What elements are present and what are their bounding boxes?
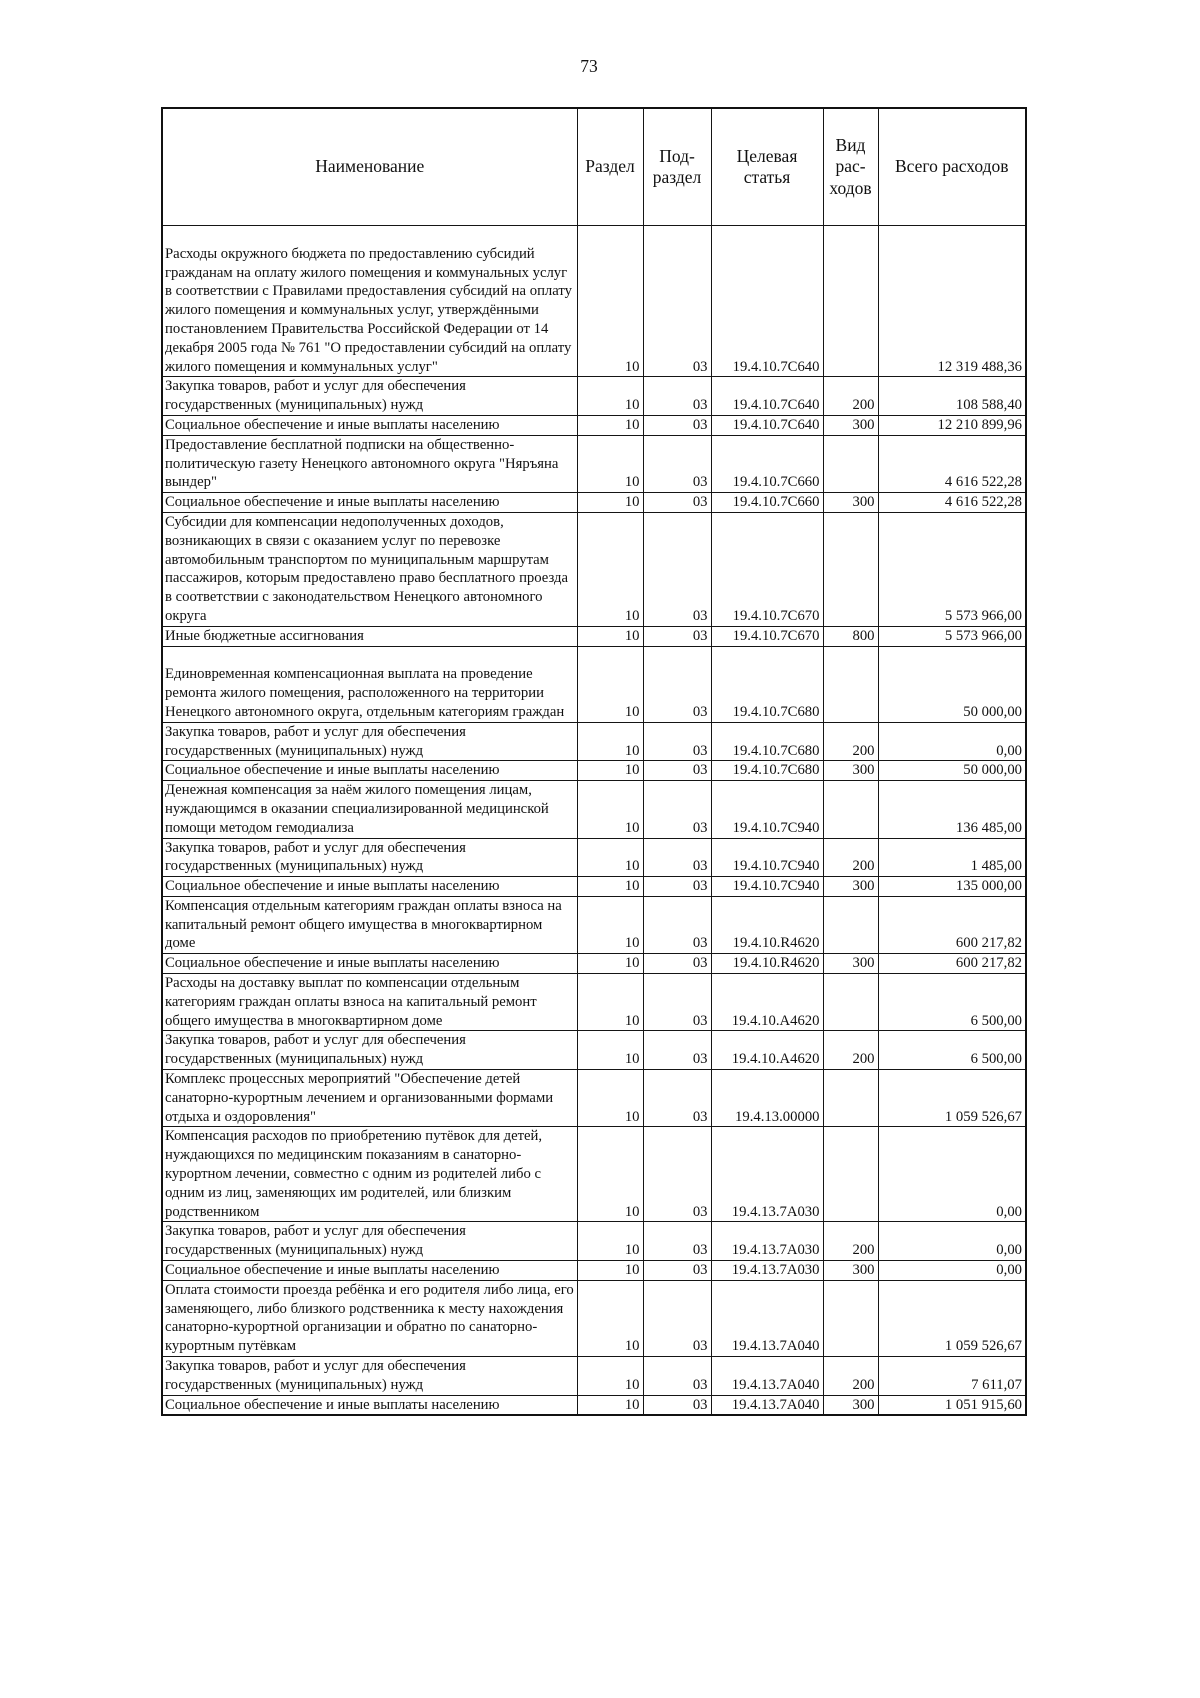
section-cell: 10	[577, 974, 643, 1031]
table-row	[162, 435, 1026, 492]
target-article-cell: 19.4.10.7С940	[711, 781, 823, 838]
table-row	[162, 1395, 1026, 1415]
target-article-cell: 19.4.10.7С670	[711, 626, 823, 646]
name-line: санаторно-курортным лечением и организованными формами	[165, 1089, 554, 1106]
target-article-cell: 19.4.10.7С640	[711, 415, 823, 435]
name-cell	[162, 761, 577, 781]
name-cell	[162, 1261, 577, 1281]
section-cell: 10	[577, 377, 643, 416]
section-cell: 10	[577, 512, 643, 626]
section-cell: 10	[577, 781, 643, 838]
name-line: Оплата стоимости проезда ребёнка и его родителя либо лица, его	[165, 1281, 574, 1298]
total-cell: 6 500,00	[878, 1031, 1026, 1070]
subsection-cell: 03	[643, 1261, 711, 1281]
table-row	[162, 1031, 1026, 1070]
header-row	[162, 108, 1026, 226]
name-line: пассажиров, которым предоставлено право бесплатного проезда	[165, 570, 569, 587]
expense-type-cell: 300	[823, 954, 878, 974]
total-cell: 7 611,07	[878, 1357, 1026, 1396]
header-line: Всего расходов	[894, 156, 1009, 177]
expense-type-cell: 200	[823, 838, 878, 877]
expense-type-cell	[823, 1127, 878, 1222]
table-row	[162, 646, 1026, 722]
name-line: курортным путёвкам	[165, 1338, 297, 1355]
total-cell: 5 573 966,00	[878, 512, 1026, 626]
target-article-cell: 19.4.13.7А040	[711, 1395, 823, 1415]
table-row	[162, 954, 1026, 974]
name-line: курортном лечении, совместно с одним из родителей либо с	[165, 1166, 541, 1183]
name-cell	[162, 415, 577, 435]
expense-type-cell: 300	[823, 493, 878, 513]
name-cell	[162, 1070, 577, 1127]
section-cell: 10	[577, 1261, 643, 1281]
expense-type-cell	[823, 646, 878, 722]
target-article-cell: 19.4.10.7С940	[711, 877, 823, 897]
target-article-cell: 19.4.10.7С680	[711, 722, 823, 761]
name-line: в соответствии с Правилами предоставления субсидий на оплату	[165, 283, 572, 300]
target-article-cell: 19.4.10.7С680	[711, 761, 823, 781]
expense-type-cell	[823, 1280, 878, 1356]
name-line: Расходы окружного бюджета по предоставлению субсидий	[165, 245, 535, 262]
header-total	[878, 108, 1026, 226]
name-line: политическую газету Ненецкого автономного округа "Няръяна	[165, 455, 559, 472]
subsection-cell: 03	[643, 781, 711, 838]
name-line: Закупка товаров, работ и услуг для обеспечения	[165, 839, 466, 856]
total-cell: 12 210 899,96	[878, 415, 1026, 435]
name-cell	[162, 1357, 577, 1396]
section-cell: 10	[577, 1395, 643, 1415]
header-line: Под-	[659, 145, 695, 166]
section-cell: 10	[577, 838, 643, 877]
expense-type-cell: 200	[823, 377, 878, 416]
table-row	[162, 761, 1026, 781]
subsection-cell: 03	[643, 1357, 711, 1396]
name-line: нуждающимся в оказании специализированной медицинской	[165, 800, 549, 817]
header-expense-type	[823, 108, 878, 226]
table-row	[162, 838, 1026, 877]
total-cell: 1 059 526,67	[878, 1070, 1026, 1127]
expense-type-cell	[823, 512, 878, 626]
target-article-cell: 19.4.13.7А040	[711, 1280, 823, 1356]
expense-type-cell: 800	[823, 626, 878, 646]
name-line: государственных (муниципальных) нужд	[165, 742, 424, 759]
name-line: вындер"	[165, 474, 217, 491]
total-cell: 1 485,00	[878, 838, 1026, 877]
total-cell: 0,00	[878, 1127, 1026, 1222]
subsection-cell: 03	[643, 1280, 711, 1356]
target-article-cell: 19.4.13.00000	[711, 1070, 823, 1127]
header-line: Целевая	[736, 145, 798, 166]
subsection-cell: 03	[643, 838, 711, 877]
name-cell	[162, 896, 577, 953]
target-article-cell: 19.4.10.7С670	[711, 512, 823, 626]
target-article-cell: 19.4.10.7С680	[711, 646, 823, 722]
name-line: заменяющего, либо близкого родственника к месту нахождения	[165, 1300, 564, 1317]
name-cell	[162, 435, 577, 492]
subsection-cell: 03	[643, 1127, 711, 1222]
subsection-cell: 03	[643, 435, 711, 492]
target-article-cell: 19.4.13.7А030	[711, 1222, 823, 1261]
name-line: категориям граждан оплаты взноса на капитальный ремонт	[165, 993, 537, 1010]
name-line: Денежная компенсация за наём жилого помещения лицам,	[165, 782, 532, 799]
name-cell	[162, 626, 577, 646]
total-cell: 0,00	[878, 722, 1026, 761]
name-cell	[162, 954, 577, 974]
subsection-cell: 03	[643, 896, 711, 953]
target-article-cell: 19.4.10.R4620	[711, 896, 823, 953]
expense-type-cell: 300	[823, 1395, 878, 1415]
target-article-cell: 19.4.13.7А030	[711, 1127, 823, 1222]
table-row	[162, 1070, 1026, 1127]
name-line: государственных (муниципальных) нужд	[165, 858, 424, 875]
section-cell: 10	[577, 1280, 643, 1356]
total-cell: 1 051 915,60	[878, 1395, 1026, 1415]
subsection-cell: 03	[643, 377, 711, 416]
table-row	[162, 896, 1026, 953]
name-line: Социальное обеспечение и иные выплаты населению	[165, 955, 500, 972]
subsection-cell: 03	[643, 1070, 711, 1127]
name-cell	[162, 722, 577, 761]
expense-type-cell	[823, 226, 878, 377]
section-cell: 10	[577, 761, 643, 781]
target-article-cell: 19.4.13.7А030	[711, 1261, 823, 1281]
expense-type-cell: 300	[823, 761, 878, 781]
header-target-article	[711, 108, 823, 226]
subsection-cell: 03	[643, 1395, 711, 1415]
section-cell: 10	[577, 896, 643, 953]
expense-type-cell	[823, 896, 878, 953]
subsection-cell: 03	[643, 415, 711, 435]
total-cell: 50 000,00	[878, 761, 1026, 781]
name-line: государственных (муниципальных) нужд	[165, 397, 424, 414]
total-cell: 1 059 526,67	[878, 1280, 1026, 1356]
table-row	[162, 626, 1026, 646]
name-line: в соответствии с законодательством Ненецкого автономного	[165, 589, 543, 606]
name-line: общего имущества в многоквартирном доме	[165, 1012, 443, 1029]
subsection-cell: 03	[643, 646, 711, 722]
table-row	[162, 722, 1026, 761]
section-cell: 10	[577, 626, 643, 646]
section-cell: 10	[577, 415, 643, 435]
header-line: Вид	[835, 134, 866, 155]
name-line: Социальное обеспечение и иные выплаты населению	[165, 1262, 500, 1279]
name-line: Закупка товаров, работ и услуг для обеспечения	[165, 1032, 466, 1049]
name-line: Социальное обеспечение и иные выплаты населению	[165, 494, 500, 511]
name-cell	[162, 1280, 577, 1356]
name-line: постановлением Правительства Российской Федерации от 14	[165, 320, 549, 337]
total-cell: 50 000,00	[878, 646, 1026, 722]
name-line: Закупка товаров, работ и услуг для обеспечения	[165, 378, 466, 395]
table-row	[162, 377, 1026, 416]
name-line: возникающих в связи с оказанием услуг по перевозке	[165, 532, 501, 549]
section-cell: 10	[577, 1031, 643, 1070]
subsection-cell: 03	[643, 954, 711, 974]
subsection-cell: 03	[643, 974, 711, 1031]
section-cell: 10	[577, 435, 643, 492]
name-line: Единовременная компенсационная выплата на проведение	[165, 666, 533, 683]
target-article-cell: 19.4.10.7С660	[711, 435, 823, 492]
name-line: Социальное обеспечение и иные выплаты населению	[165, 878, 500, 895]
name-line: Комплекс процессных мероприятий "Обеспечение детей	[165, 1071, 521, 1088]
table-row	[162, 493, 1026, 513]
header-section	[577, 108, 643, 226]
expense-type-cell: 300	[823, 877, 878, 897]
target-article-cell: 19.4.10.А4620	[711, 1031, 823, 1070]
name-line: государственных (муниципальных) нужд	[165, 1242, 424, 1259]
subsection-cell: 03	[643, 761, 711, 781]
name-line: нуждающихся по медицинским показаниям в санаторно-	[165, 1147, 522, 1164]
table-row	[162, 1357, 1026, 1396]
header-line: статья	[743, 167, 791, 187]
name-cell	[162, 1395, 577, 1415]
subsection-cell: 03	[643, 226, 711, 377]
target-article-cell: 19.4.10.7С640	[711, 226, 823, 377]
name-line: ремонта жилого помещения, расположенного на территории	[165, 685, 544, 702]
name-cell	[162, 1031, 577, 1070]
name-line: Социальное обеспечение и иные выплаты населению	[165, 762, 500, 779]
name-line: жилого помещения и коммунальных услуг"	[165, 358, 438, 375]
target-article-cell: 19.4.10.R4620	[711, 954, 823, 974]
expense-type-cell: 200	[823, 1357, 878, 1396]
table-row	[162, 512, 1026, 626]
name-cell	[162, 877, 577, 897]
subsection-cell: 03	[643, 1222, 711, 1261]
section-cell: 10	[577, 226, 643, 377]
subsection-cell: 03	[643, 722, 711, 761]
name-cell	[162, 226, 577, 377]
budget-table	[161, 107, 1027, 1416]
section-cell: 10	[577, 954, 643, 974]
table-row	[162, 1127, 1026, 1222]
expense-type-cell	[823, 781, 878, 838]
total-cell: 0,00	[878, 1261, 1026, 1281]
total-cell: 600 217,82	[878, 896, 1026, 953]
table-row	[162, 781, 1026, 838]
total-cell: 108 588,40	[878, 377, 1026, 416]
name-line: доме	[165, 935, 196, 952]
header-subsection	[643, 108, 711, 226]
name-line: Закупка товаров, работ и услуг для обеспечения	[165, 1358, 466, 1375]
name-line: Предоставление бесплатной подписки на общественно-	[165, 436, 515, 453]
name-cell	[162, 781, 577, 838]
section-cell: 10	[577, 722, 643, 761]
section-cell: 10	[577, 877, 643, 897]
expense-type-cell	[823, 974, 878, 1031]
section-cell: 10	[577, 1127, 643, 1222]
section-cell: 10	[577, 1222, 643, 1261]
table-row	[162, 974, 1026, 1031]
name-line: родственником	[165, 1203, 260, 1220]
name-line: помощи методом гемодиализа	[165, 819, 354, 836]
expense-type-cell	[823, 1070, 878, 1127]
total-cell: 4 616 522,28	[878, 493, 1026, 513]
name-line: жилого помещения и коммунальных услуг, утверждёнными	[165, 302, 539, 319]
name-line: Социальное обеспечение и иные выплаты населению	[165, 1396, 500, 1413]
section-cell: 10	[577, 646, 643, 722]
name-line: декабря 2005 года № 761 "О предоставлении субсидий на оплату	[165, 339, 572, 356]
name-line: государственных (муниципальных) нужд	[165, 1051, 424, 1068]
name-line: Закупка товаров, работ и услуг для обеспечения	[165, 723, 466, 740]
expense-type-cell: 200	[823, 1222, 878, 1261]
name-cell	[162, 974, 577, 1031]
name-cell	[162, 1127, 577, 1222]
name-line: отдыха и оздоровления"	[165, 1108, 317, 1125]
name-line: Иные бюджетные ассигнования	[165, 627, 364, 644]
subsection-cell: 03	[643, 1031, 711, 1070]
header-line: рас-	[835, 156, 866, 177]
table-row	[162, 1261, 1026, 1281]
total-cell: 5 573 966,00	[878, 626, 1026, 646]
expense-type-cell	[823, 435, 878, 492]
header-line: ходов	[829, 177, 872, 198]
table-row	[162, 415, 1026, 435]
target-article-cell: 19.4.10.7С640	[711, 377, 823, 416]
subsection-cell: 03	[643, 877, 711, 897]
name-cell	[162, 493, 577, 513]
name-line: округа	[165, 607, 207, 624]
name-line: санаторно-курортной организации и обратно по санаторно-	[165, 1319, 538, 1336]
header-line: Наименование	[315, 156, 425, 177]
expense-type-cell: 300	[823, 415, 878, 435]
expense-type-cell: 300	[823, 1261, 878, 1281]
name-line: Субсидии для компенсации недополученных доходов,	[165, 513, 504, 530]
target-article-cell: 19.4.13.7А040	[711, 1357, 823, 1396]
name-cell	[162, 838, 577, 877]
target-article-cell: 19.4.10.7С940	[711, 838, 823, 877]
total-cell: 600 217,82	[878, 954, 1026, 974]
name-cell	[162, 512, 577, 626]
section-cell: 10	[577, 493, 643, 513]
name-line: одним из лиц, заменяющих им родителей, или близким	[165, 1184, 512, 1201]
subsection-cell: 03	[643, 512, 711, 626]
table-header	[162, 108, 1026, 226]
table-row	[162, 1222, 1026, 1261]
subsection-cell: 03	[643, 626, 711, 646]
table-row	[162, 1280, 1026, 1356]
name-line: автомобильным транспортом по муниципальным маршрутам	[165, 551, 549, 568]
header-line: Раздел	[585, 156, 635, 177]
subsection-cell: 03	[643, 493, 711, 513]
table-body	[162, 226, 1026, 1416]
name-line: государственных (муниципальных) нужд	[165, 1376, 424, 1393]
header-name	[162, 108, 577, 226]
name-cell	[162, 1222, 577, 1261]
name-line: Компенсация отдельным категориям граждан оплаты взноса на	[165, 897, 562, 914]
name-line: Расходы на доставку выплат по компенсации отдельным	[165, 975, 520, 992]
name-line: Ненецкого автономного округа, отдельным категориям граждан	[165, 703, 565, 720]
name-cell	[162, 646, 577, 722]
target-article-cell: 19.4.10.А4620	[711, 974, 823, 1031]
total-cell: 6 500,00	[878, 974, 1026, 1031]
table-row	[162, 226, 1026, 377]
name-line: гражданам на оплату жилого помещения и коммунальных услуг	[165, 264, 568, 281]
page-number: 73	[580, 56, 598, 76]
expense-type-cell: 200	[823, 722, 878, 761]
section-cell: 10	[577, 1357, 643, 1396]
total-cell: 136 485,00	[878, 781, 1026, 838]
total-cell: 135 000,00	[878, 877, 1026, 897]
name-line: Компенсация расходов по приобретению путёвок для детей,	[165, 1128, 543, 1145]
total-cell: 4 616 522,28	[878, 435, 1026, 492]
expense-type-cell: 200	[823, 1031, 878, 1070]
header-line: раздел	[652, 167, 702, 187]
total-cell: 12 319 488,36	[878, 226, 1026, 377]
section-cell: 10	[577, 1070, 643, 1127]
total-cell: 0,00	[878, 1222, 1026, 1261]
name-cell	[162, 377, 577, 416]
name-line: Социальное обеспечение и иные выплаты населению	[165, 416, 500, 433]
name-line: капитальный ремонт общего имущества в многоквартирном	[165, 916, 543, 933]
table-row	[162, 877, 1026, 897]
target-article-cell: 19.4.10.7С660	[711, 493, 823, 513]
name-line: Закупка товаров, работ и услуг для обеспечения	[165, 1223, 466, 1240]
